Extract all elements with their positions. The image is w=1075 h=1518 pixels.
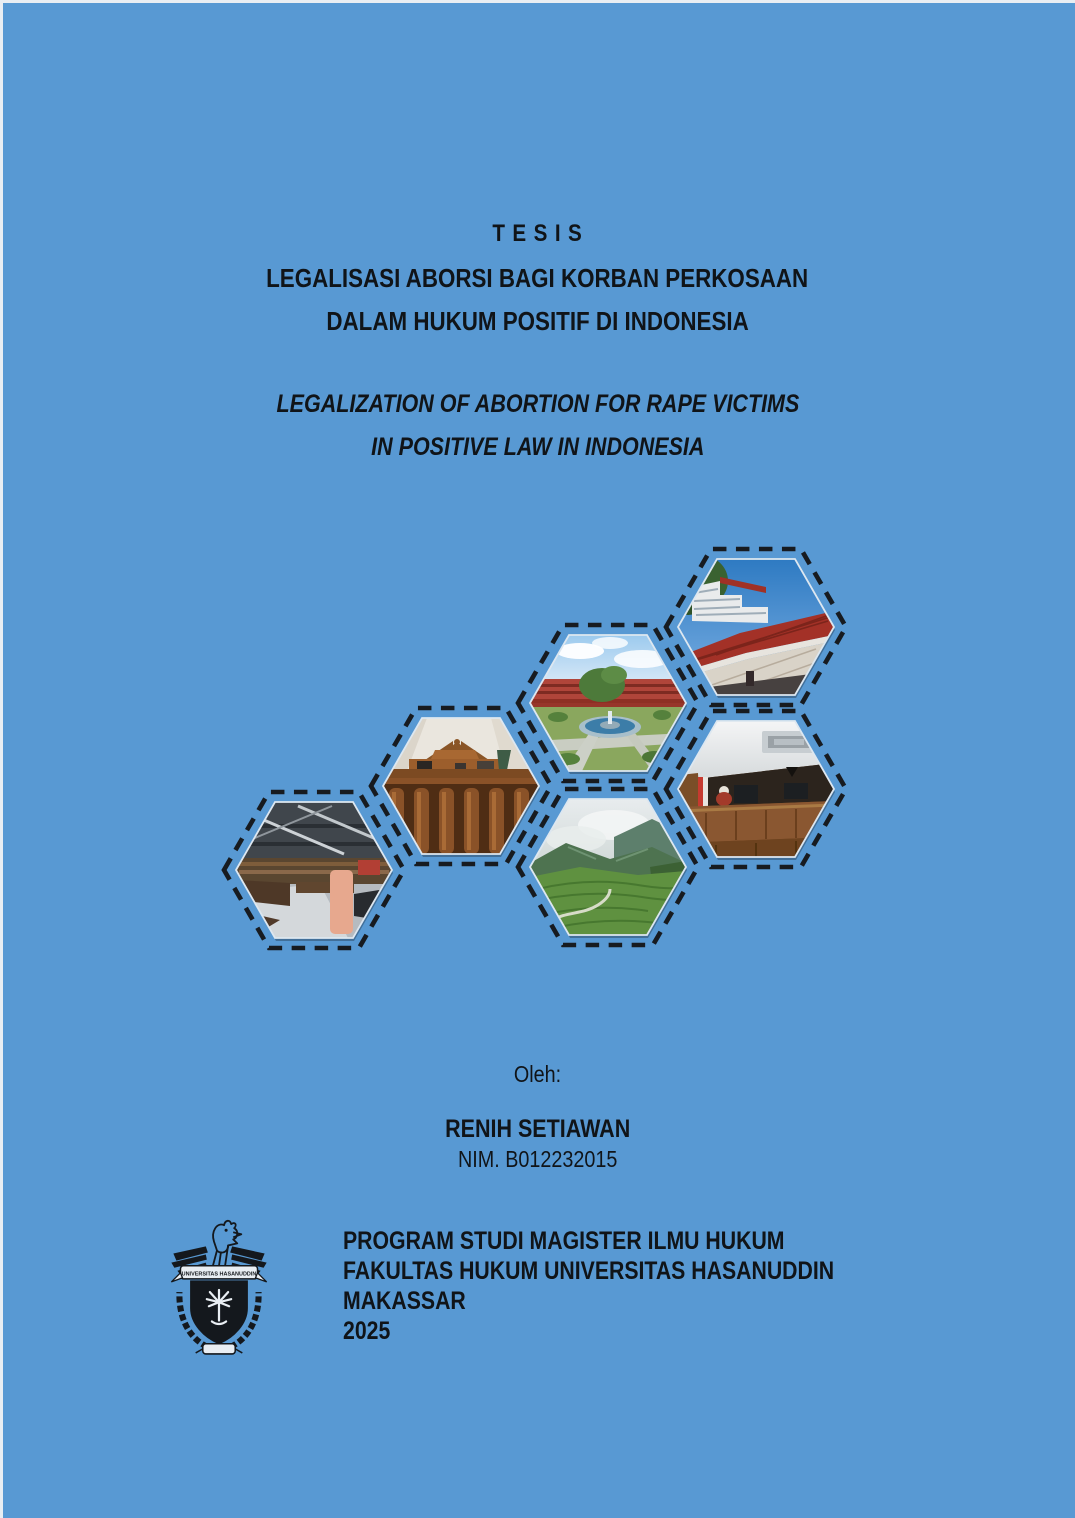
photo-campus-courtyard-fountain [530, 635, 686, 771]
university-logo [163, 1215, 275, 1359]
hexagon-photo-tea-plantation [518, 789, 698, 945]
institution-line-faculty: FAKULTAS HUKUM UNIVERSITAS HASANUDDIN [343, 1257, 835, 1285]
institution-block [343, 1226, 834, 1346]
doc-type-label [0, 222, 1075, 246]
institution-line-year: 2025 [343, 1317, 391, 1345]
title-english-line1: LEGALIZATION OF ABORTION FOR RAPE VICTIMS [276, 390, 799, 418]
photo-courtroom-bench-garuda [383, 718, 539, 854]
hexagon-photo-collage [210, 535, 860, 965]
by-label: Oleh: [513, 1061, 562, 1087]
title-indonesian-line1: LEGALISASI ABORSI BAGI KORBAN PERKOSAAN [266, 263, 809, 293]
hexagon-photo-campus-building [666, 549, 846, 705]
crest-scroll [203, 1344, 235, 1354]
title-english-line2: IN POSITIVE LAW IN INDONESIA [370, 433, 705, 461]
student-id: NIM. B012232015 [457, 1146, 618, 1172]
hexagon-photo-library [224, 792, 404, 948]
photo-courtroom-interior [678, 721, 834, 857]
institution-line-program: PROGRAM STUDI MAGISTER ILMU HUKUM [343, 1227, 785, 1255]
hexagon-photo-courtroom-garuda [371, 708, 551, 864]
hexagon-photo-campus-courtyard [518, 625, 698, 781]
photo-library-interior [236, 802, 392, 938]
author-name: RENIH SETIAWAN [444, 1115, 631, 1143]
title-indonesian-line2: DALAM HUKUM POSITIF DI INDONESIA [326, 306, 749, 336]
institution-line-city: MAKASSAR [343, 1287, 466, 1315]
photo-tea-plantation-hills [530, 799, 688, 935]
hexagon-photo-courtroom-interior [666, 711, 846, 867]
logo-banner-text: UNIVERSITAS HASANUDDIN [181, 1271, 257, 1278]
doc-type-text: T E S I S [492, 220, 583, 247]
page-edge-top [0, 0, 1075, 3]
